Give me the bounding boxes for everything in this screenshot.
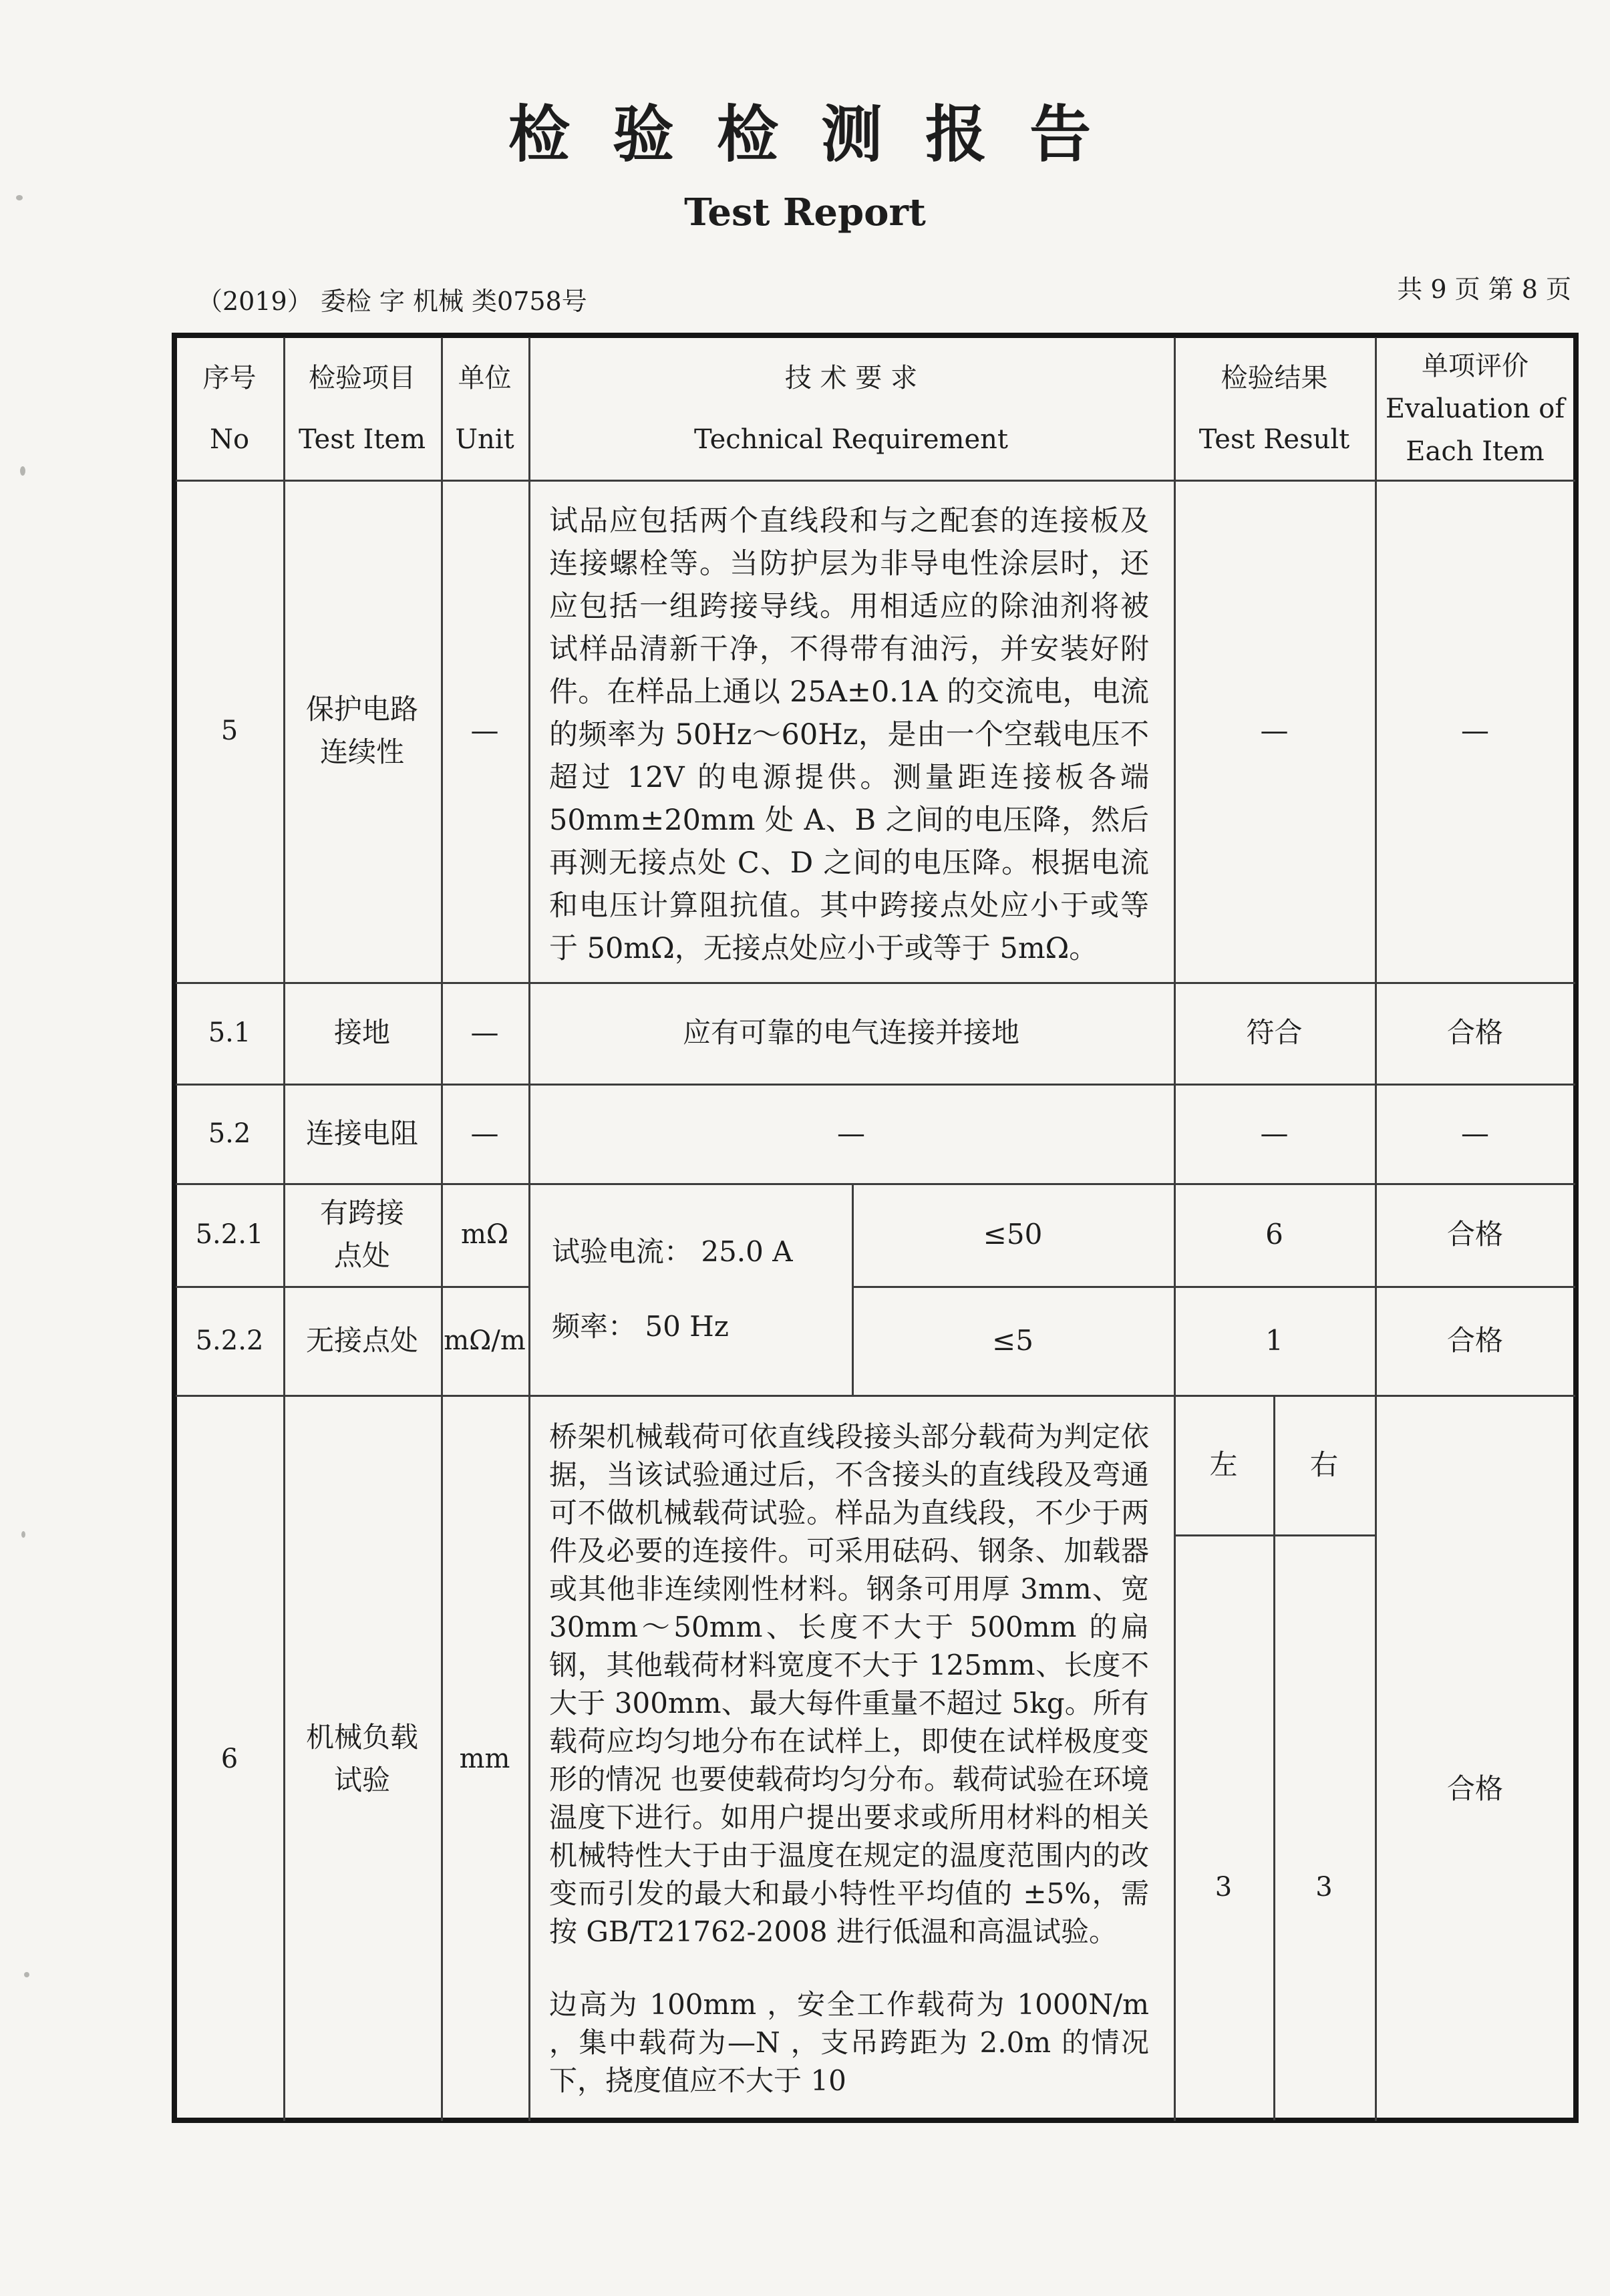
row5-1-requirement-value: 应有可靠的电气连接并接地 [682,1016,1019,1049]
row5-2-2-no-value: 5.2.2 [195,1325,264,1356]
test-current-line: 试验电流： 25.0 A [552,1235,793,1268]
row6-left-label: 左 [1209,1448,1238,1481]
col-header-unit [441,337,528,480]
row6-result-left-value: 3 [1215,1872,1233,1903]
row5-2-2-test-result [1174,1286,1375,1395]
row6-unit [441,1395,528,2122]
row5-technical-requirement: 试品应包括两个直线段和与之配套的连接板及连接螺栓等。当防护层为非导电性涂层时，还应包括一组跨接导线。用相适应的除油剂将被试样品清新干净，不得带有油污，并安装好附件。在样品上通以 25A±0.1A 的交流电，电流的频率为 50Hz～60Hz，是由一个空载电压不超过 12V 的电源提供。测量距连接板各端 50mm±20mm 处 A、B 之间的电压降，然后再测无接点处 C、D 之间的电压降。根据电流和电压计算阻抗值。其中跨接点处应小于或等于 50mΩ，无接点处应小于或等于 5mΩ。 [549,504,1149,965]
col-header-test-result [1174,337,1375,480]
row5-item-line1: 保护电路 [305,693,418,725]
row5-unit [441,480,528,982]
row5-2-2-unit [441,1286,528,1395]
row6-requirement-paragraph1: 桥架机械载荷可依直线段接头部分载荷为判定依据，当该试验通过后，不含接头的直线段及弯通可不做机械载荷试验。样品为直线段，不少于两件及必要的连接件。可采用砝码、钢条、加载器或其他非连续刚性材料。钢条可用厚 3mm、宽 30mm～50mm、长度不大于 500mm 的扁钢，其他载荷材料宽度不大于 125mm、长度不大于 300mm、最大每件重量不超过 5kg。所有载荷应均匀地分布在试样上，即使在试样极度变形的情况 也要使载荷均匀分布。载荷试验在环境温度下进行。如用户提出要求或所用材料的相关机械特性大于由于温度在规定的温度范围内的改变而引发的最大和最小特性平均值的 ±5%，需按 GB/T21762-2008 进行低温和高温试验。 [549,1420,1149,1948]
row6-result-subheader-left [1174,1395,1273,1534]
row5-1-item-value: 接地 [333,1016,390,1049]
row5-2-1-test-item [283,1183,441,1286]
col-header-eval-en2: Each Item [1406,436,1545,467]
row5-1-no [176,982,283,1084]
col-header-no [176,337,283,480]
page-indicator: 共 9 页 第 8 页 [1397,275,1571,304]
row5-1-test-result [1174,982,1375,1084]
row5-2-1-evaluation-value: 合格 [1446,1218,1503,1251]
col-header-eval-en1: Evaluation of [1385,393,1565,424]
row5-2-technical-requirement [528,1084,1174,1183]
row5-1-result-value: 符合 [1246,1016,1303,1049]
row5-2-1-no [176,1183,283,1286]
test-condition-cell [542,1183,850,1395]
row5-unit-value: — [470,714,499,747]
row5-item-line2: 连续性 [319,735,404,768]
row5-2-1-evaluation [1375,1183,1575,1286]
row5-2-2-item-value: 无接点处 [305,1323,418,1357]
row6-right-label: 右 [1309,1448,1338,1481]
row5-2-evaluation [1375,1084,1575,1183]
col-header-unit-en: Unit [455,424,514,455]
row6-test-item [283,1395,441,2122]
row5-2-no-value: 5.2 [208,1118,251,1149]
report-title-cn: 检 验 检 测 报 告 [508,98,1102,170]
row5-2-1-limit-value: ≤50 [983,1218,1043,1251]
col-header-evaluation [1375,337,1575,480]
row5-test-result [1174,480,1375,982]
row5-1-evaluation [1375,982,1575,1084]
row5-2-evaluation-value: — [1461,1116,1489,1150]
row5-test-item [283,480,441,982]
row6-item-line1: 机械负载 [305,1720,418,1754]
row5-2-2-evaluation [1375,1286,1575,1395]
row5-2-1-limit [852,1183,1174,1286]
row5-2-2-evaluation-value: 合格 [1446,1323,1503,1357]
row6-evaluation-value: 合格 [1446,1772,1503,1805]
col-header-technical-requirement [528,337,1174,480]
test-frequency-line: 频率： 50 Hz [552,1309,729,1343]
row6-requirement-paragraph2: 边高为 100mm ，安全工作载荷为 1000N/m ，集中载荷为—N ，支吊跨距为 2.0m 的情况下，挠度值应不大于 10 [549,1988,1149,2097]
doc-number: （2019） 委检 字 机械 类0758号 [197,287,587,316]
row5-no [176,480,283,982]
row5-2-2-limit-value: ≤5 [992,1323,1033,1357]
col-header-test-item-en: Test Item [298,424,426,455]
col-header-test-item-cn: 检验项目 [309,362,416,393]
row5-1-unit [441,982,528,1084]
row5-2-2-unit-value: mΩ/m [444,1325,526,1356]
row5-2-unit-value: — [470,1116,499,1150]
row6-unit-value: mm [459,1743,510,1774]
row5-2-1-item-line1: 有跨接 [319,1196,404,1229]
row5-result-value: — [1260,714,1289,747]
row5-2-2-limit [852,1286,1174,1395]
row5-2-item-value: 连接电阻 [305,1116,418,1150]
row6-result-right-value: 3 [1315,1872,1333,1903]
scan-artifact [20,466,25,476]
row6-result-right [1273,1534,1375,2122]
row5-2-unit [441,1084,528,1183]
row5-evaluation-value: — [1461,714,1489,747]
col-header-no-en: No [209,424,250,455]
grid-line [528,337,530,2121]
row5-2-1-item-line2: 点处 [333,1239,390,1272]
row6-no-value: 6 [220,1743,238,1774]
row5-2-no [176,1084,283,1183]
row5-2-test-result [1174,1084,1375,1183]
col-header-req-cn: 技 术 要 求 [784,362,918,393]
scan-artifact [21,1531,25,1538]
row6-technical-requirement [549,1418,1149,2100]
row5-2-1-test-result [1174,1183,1375,1286]
col-header-req-en: Technical Requirement [694,424,1008,455]
row6-result-subheader-right [1273,1395,1375,1534]
row5-2-1-unit-value: mΩ [460,1219,509,1250]
scan-artifact [24,1972,29,1977]
row5-2-1-unit [441,1183,528,1286]
row5-2-result-value: — [1260,1116,1289,1150]
report-title-en: Test Report [684,190,926,234]
col-header-test-item [283,337,441,480]
row6-evaluation [1375,1395,1575,2122]
col-header-eval-cn: 单项评价 [1422,350,1528,381]
row5-2-2-no [176,1286,283,1395]
col-header-result-cn: 检验结果 [1221,362,1328,393]
row5-2-2-test-item [283,1286,441,1395]
row5-2-test-item [283,1084,441,1183]
row5-1-unit-value: — [470,1016,499,1049]
row5-1-evaluation-value: 合格 [1446,1016,1503,1049]
row6-item-line2: 试验 [333,1763,390,1796]
col-header-result-en: Test Result [1198,424,1350,455]
row5-2-requirement-value: — [837,1116,865,1150]
row5-2-2-result-value: 1 [1265,1323,1283,1357]
row5-no-value: 5 [220,715,238,746]
col-header-unit-cn: 单位 [458,362,512,393]
row5-1-no-value: 5.1 [208,1017,251,1048]
row5-2-1-no-value: 5.2.1 [195,1219,264,1250]
row5-2-1-result-value: 6 [1265,1218,1283,1251]
row5-evaluation [1375,480,1575,982]
row6-result-left [1174,1534,1273,2122]
row5-1-technical-requirement [528,982,1174,1084]
row6-no [176,1395,283,2122]
row5-1-test-item [283,982,441,1084]
col-header-no-cn: 序号 [202,362,257,393]
